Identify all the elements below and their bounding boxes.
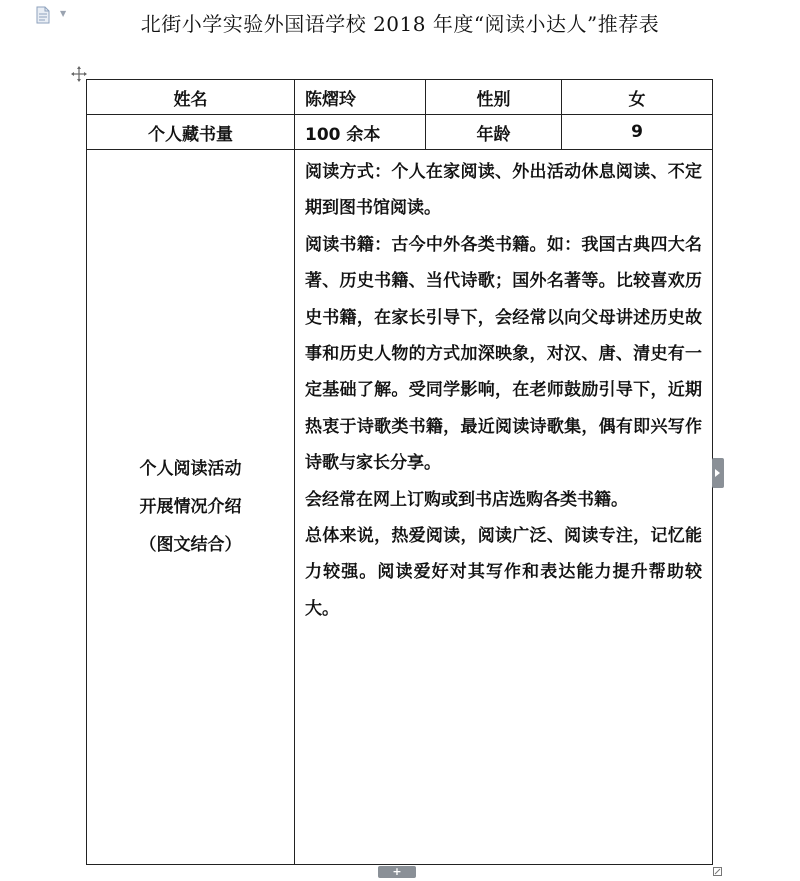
gender-label-cell: 性别 — [426, 80, 562, 115]
books-value-cell[interactable]: 100 余本 — [295, 115, 426, 150]
add-column-handle[interactable] — [712, 458, 724, 488]
table-row — [87, 80, 713, 115]
books-label-cell: 个人藏书量 — [87, 115, 295, 150]
age-label-cell: 年龄 — [426, 115, 562, 150]
activity-label-line1: 个人阅读活动 — [139, 459, 242, 479]
activity-paragraph: 会经常在网上订购或到书店选购各类书籍。 — [305, 489, 628, 510]
activity-label-cell — [87, 150, 295, 865]
age-value-cell[interactable]: 9 — [562, 115, 713, 150]
name-label-cell: 姓名 — [87, 80, 295, 115]
table-row — [87, 150, 713, 865]
activity-label-line2: 开展情况介绍 — [139, 497, 242, 517]
recommendation-table — [86, 79, 713, 865]
activity-label-line3: （图文结合） — [139, 535, 242, 555]
caret-down-icon[interactable]: ▼ — [60, 9, 67, 18]
gender-value-cell[interactable]: 女 — [562, 80, 713, 115]
table-move-icon[interactable] — [71, 66, 87, 82]
activity-paragraph: 总体来说，热爱阅读，阅读广泛、阅读专注，记忆能力较强。阅读爱好对其写作和表达能力提升帮助较大。 — [305, 526, 702, 619]
page-title: 北街小学实验外国语学校 2018 年度“阅读小达人”推荐表 — [140, 12, 660, 36]
activity-paragraph: 阅读方式：个人在家阅读、外出活动休息阅读、不定期到图书馆阅读。 — [305, 162, 702, 219]
add-row-button[interactable]: + — [378, 866, 416, 878]
activity-paragraph: 阅读书籍：古今中外各类书籍。如：我国古典四大名著、历史书籍、当代诗歌；国外名著等。比较喜欢历史书籍，在家长引导下，会经常以向父母讲述历史故事和历史人物的方式加深映象，对汉、唐、清史有一定基础了解。受同学影响，在老师鼓励引导下，近期热衷于诗歌类书籍，最近阅读诗歌集，偶有即兴写作诗歌与家长分享。 — [305, 234, 702, 474]
name-value-cell[interactable]: 陈熠玲 — [295, 80, 426, 115]
activity-content-cell[interactable] — [295, 150, 713, 865]
table-resize-icon[interactable] — [713, 867, 722, 876]
table-row — [87, 115, 713, 150]
